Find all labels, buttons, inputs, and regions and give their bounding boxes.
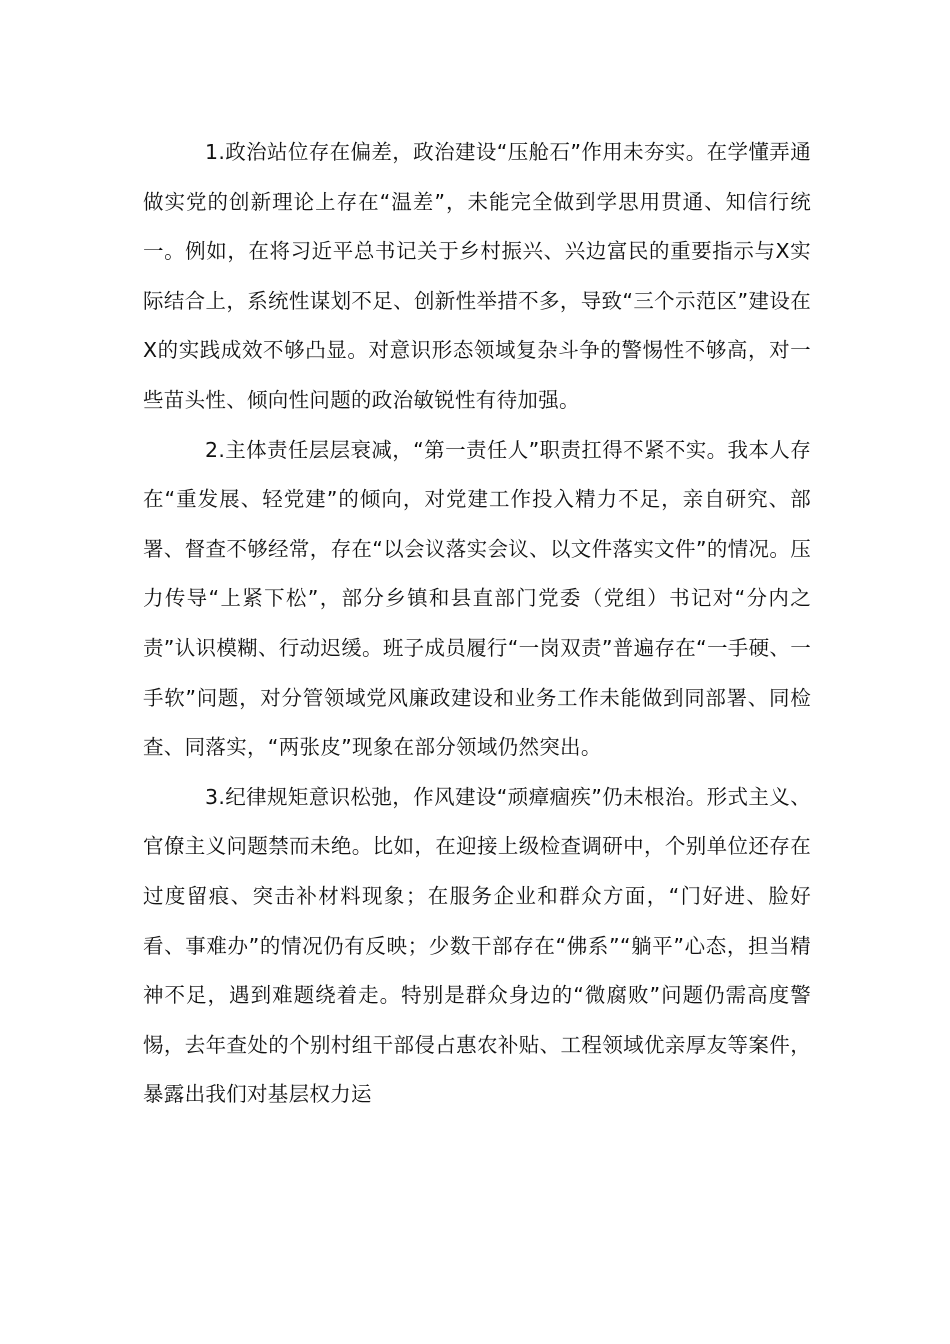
paragraph-1: 1.政治站位存在偏差，政治建设“压舱石”作用未夯实。在学懂弄通做实党的创新理论上存在“温差”，未能完全做到学思用贯通、知信行统一。例如，在将习近平总书记关于乡村振兴、兴边富民的重要指示与X实际结合上，系统性谋划不足、创新性举措不多，导致“三个示范区”建设在X的实践成效不够凸显。对意识形态领域复杂斗争的警惕性不够高，对一些苗头性、倾向性问题的政治敏锐性有待加强。 bbox=[143, 140, 811, 412]
paragraph-3: 3.纪律规矩意识松弛，作风建设“顽瘴痼疾”仍未根治。形式主义、官僚主义问题禁而未绝。比如，在迎接上级检查调研中，个别单位还存在过度留痕、突击补材料现象；在服务企业和群众方面，“门好进、脸好看、事难办”的情况仍有反映；少数干部存在“佛系”“躺平”心态，担当精神不足，遇到难题绕着走。特别是群众身边的“微腐败”问题仍需高度警惕，去年查处的个别村组干部侵占惠农补贴、工程领域优亲厚友等案件，暴露出我们对基层权力运 bbox=[143, 784, 811, 1107]
document-body bbox=[143, 128, 811, 1120]
paragraph-2: 2.主体责任层层衰减，“第一责任人”职责扛得不紧不实。我本人存在“重发展、轻党建”的倾向，对党建工作投入精力不足，亲自研究、部署、督查不够经常，存在“以会议落实会议、以文件落实文件”的情况。压力传导“上紧下松”，部分乡镇和县直部门党委（党组）书记对“分内之责”认识模糊、行动迟缓。班子成员履行“一岗双责”普遍存在“一手硬、一手软”问题，对分管领域党风廉政建设和业务工作未能做到同部署、同检查、同落实，“两张皮”现象在部分领域仍然突出。 bbox=[143, 437, 811, 760]
